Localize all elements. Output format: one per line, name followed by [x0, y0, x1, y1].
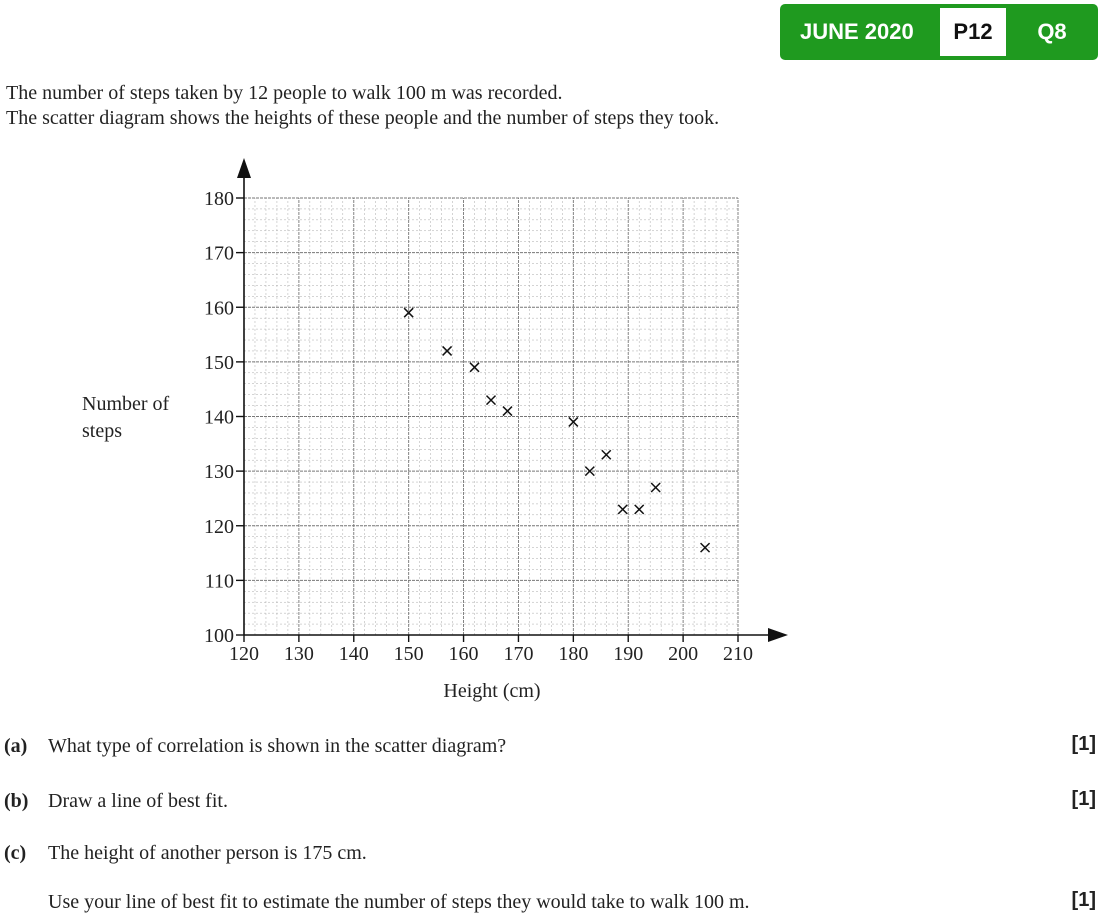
grid-major	[244, 198, 738, 635]
y-tick-label: 170	[204, 242, 234, 265]
x-tick-label: 190	[613, 643, 644, 665]
x-tick-label: 200	[668, 643, 699, 665]
question-c-label: (c)	[4, 842, 27, 864]
question-c-text: The height of another person is 175 cm.	[48, 842, 367, 864]
y-tick-label: 140	[204, 406, 234, 429]
y-axis-arrow	[237, 158, 251, 178]
y-tick-label: 100	[204, 625, 234, 647]
x-axis-arrow	[768, 628, 788, 642]
y-tick-label: 110	[204, 570, 234, 593]
x-tick-label: 180	[558, 643, 589, 665]
question-b-text: Draw a line of best fit.	[48, 790, 228, 812]
x-tick-label: 130	[283, 643, 314, 665]
question-number: Q8	[1037, 19, 1067, 44]
data-points	[404, 308, 709, 552]
data-point	[443, 346, 452, 355]
y-axis-label-line-1: Number of	[82, 393, 170, 415]
y-tick-label: 120	[204, 515, 234, 538]
intro-line-1: The number of steps taken by 12 people to walk 100 m was recorded.	[6, 82, 563, 104]
question-c-followup-text: Use your line of best fit to estimate the number of steps they would take to walk 100 m.	[48, 891, 750, 913]
question-c-marks: [1]	[1071, 889, 1096, 911]
y-axis-label-line-2: steps	[82, 420, 122, 442]
x-axis-label: Height (cm)	[443, 680, 541, 702]
x-tick-label: 170	[503, 643, 534, 665]
tick-marks	[236, 198, 738, 642]
tick-labels	[204, 188, 753, 665]
x-tick-label: 140	[338, 643, 369, 665]
question-a-text: What type of correlation is shown in the scatter diagram?	[48, 735, 507, 757]
exam-date: JUNE 2020	[800, 19, 914, 44]
question-a-label: (a)	[4, 735, 28, 757]
question-b-marks: [1]	[1071, 788, 1096, 810]
data-point	[618, 505, 627, 514]
y-tick-label: 180	[204, 188, 234, 210]
y-tick-label: 160	[204, 297, 234, 320]
x-tick-label: 210	[723, 643, 753, 665]
x-tick-label: 160	[448, 643, 479, 665]
data-point	[651, 483, 660, 492]
x-tick-label: 150	[393, 643, 424, 665]
x-tick-label: 120	[229, 643, 259, 665]
question-a-marks: [1]	[1071, 733, 1096, 755]
intro-line-2: The scatter diagram shows the heights of these people and the number of steps they took.	[6, 107, 720, 129]
data-point	[487, 396, 496, 405]
question-b-label: (b)	[4, 790, 29, 812]
y-tick-label: 130	[204, 461, 234, 484]
paper-code: P12	[940, 8, 1006, 56]
y-tick-label: 150	[204, 351, 234, 374]
